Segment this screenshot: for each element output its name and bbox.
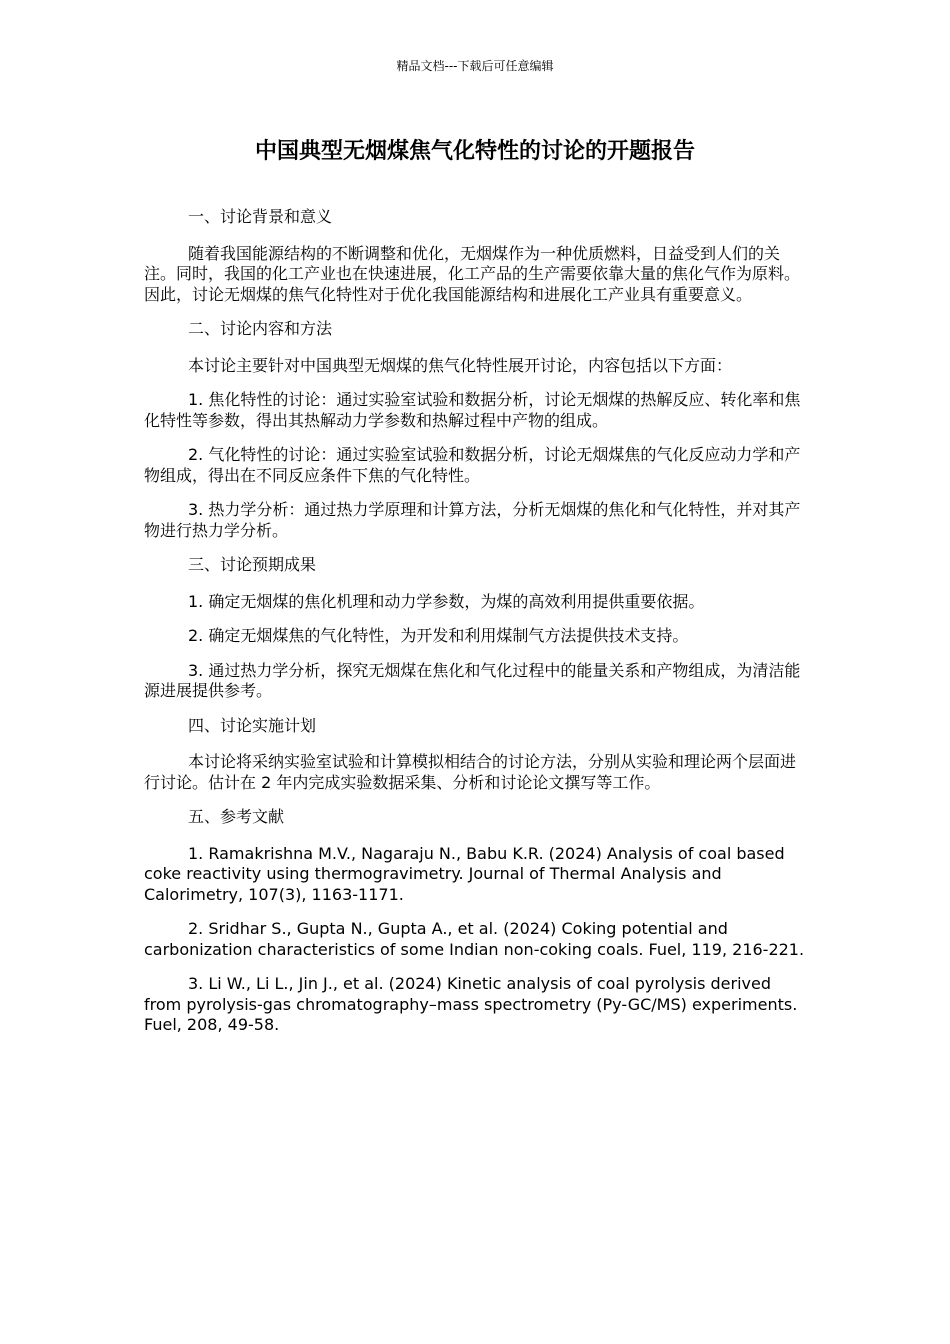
list-item-result-1: 1. 确定无烟煤的焦化机理和动力学参数，为煤的高效利用提供重要依据。 [188, 591, 705, 611]
reference-item-1: 1. Ramakrishna M.V., Nagaraju N., Babu K.R. (2024) Analysis of coal based coke reactivity using thermogravimetry. Journal of Thermal Analysis and Calorimetry, 107(3), 1163-1171. [144, 843, 785, 904]
paragraph-content-intro: 本讨论主要针对中国典型无烟煤的焦气化特性展开讨论，内容包括以下方面： [188, 355, 733, 375]
header-note: 精品文档---下载后可任意编辑 [396, 59, 554, 73]
section-heading-content-methods: 二、讨论内容和方法 [188, 319, 333, 338]
section-heading-background: 一、讨论背景和意义 [188, 207, 333, 226]
list-item-gasification: 2. 气化特性的讨论：通过实验室试验和数据分析，讨论无烟煤焦的气化反应动力学和产物组成，得出在不同反应条件下焦的气化特性。 [144, 445, 801, 485]
reference-item-2: 2. Sridhar S., Gupta N., Gupta A., et al. (2024) Coking potential and carbonization characteristics of some Indian non-coking coals. Fuel, 119, 216-221. [144, 919, 805, 959]
section-heading-expected-results: 三、讨论预期成果 [188, 555, 317, 574]
paragraph-plan: 本讨论将采纳实验室试验和计算模拟相结合的讨论方法，分别从实验和理论两个层面进行讨论。估计在 2 年内完成实验数据采集、分析和讨论论文撰写等工作。 [144, 752, 797, 792]
list-item-coking: 1. 焦化特性的讨论：通过实验室试验和数据分析，讨论无烟煤的热解反应、转化率和焦化特性等参数，得出其热解动力学参数和热解过程中产物的组成。 [144, 390, 801, 430]
document-body [144, 207, 806, 1050]
section-heading-references: 五、参考文献 [188, 807, 285, 826]
list-item-thermodynamics: 3. 热力学分析：通过热力学原理和计算方法，分析无烟煤的焦化和气化特性，并对其产物进行热力学分析。 [144, 500, 801, 540]
list-item-result-3: 3. 通过热力学分析，探究无烟煤在焦化和气化过程中的能量关系和产物组成，为清洁能源进展提供参考。 [144, 660, 801, 700]
section-heading-plan: 四、讨论实施计划 [188, 715, 317, 735]
document-title: 中国典型无烟煤焦气化特性的讨论的开题报告 [254, 139, 695, 164]
list-item-result-2: 2. 确定无烟煤焦的气化特性，为开发和利用煤制气方法提供技术支持。 [188, 626, 689, 645]
reference-item-3: 3. Li W., Li L., Jin J., et al. (2024) Kinetic analysis of coal pyrolysis derived from pyrolysis-gas chromatography–mass spectrometry (Py-GC/MS) experiments. Fuel, 208, 49-58. [144, 974, 798, 1034]
paragraph-background: 随着我国能源结构的不断调整和优化，无烟煤作为一种优质燃料，日益受到人们的关注。同时，我国的化工产业也在快速进展，化工产品的生产需要依靠大量的焦化气作为原料。因此，讨论无烟煤的焦气化特性对于优化我国能源结构和进展化工产业具有重要意义。 [144, 243, 801, 304]
